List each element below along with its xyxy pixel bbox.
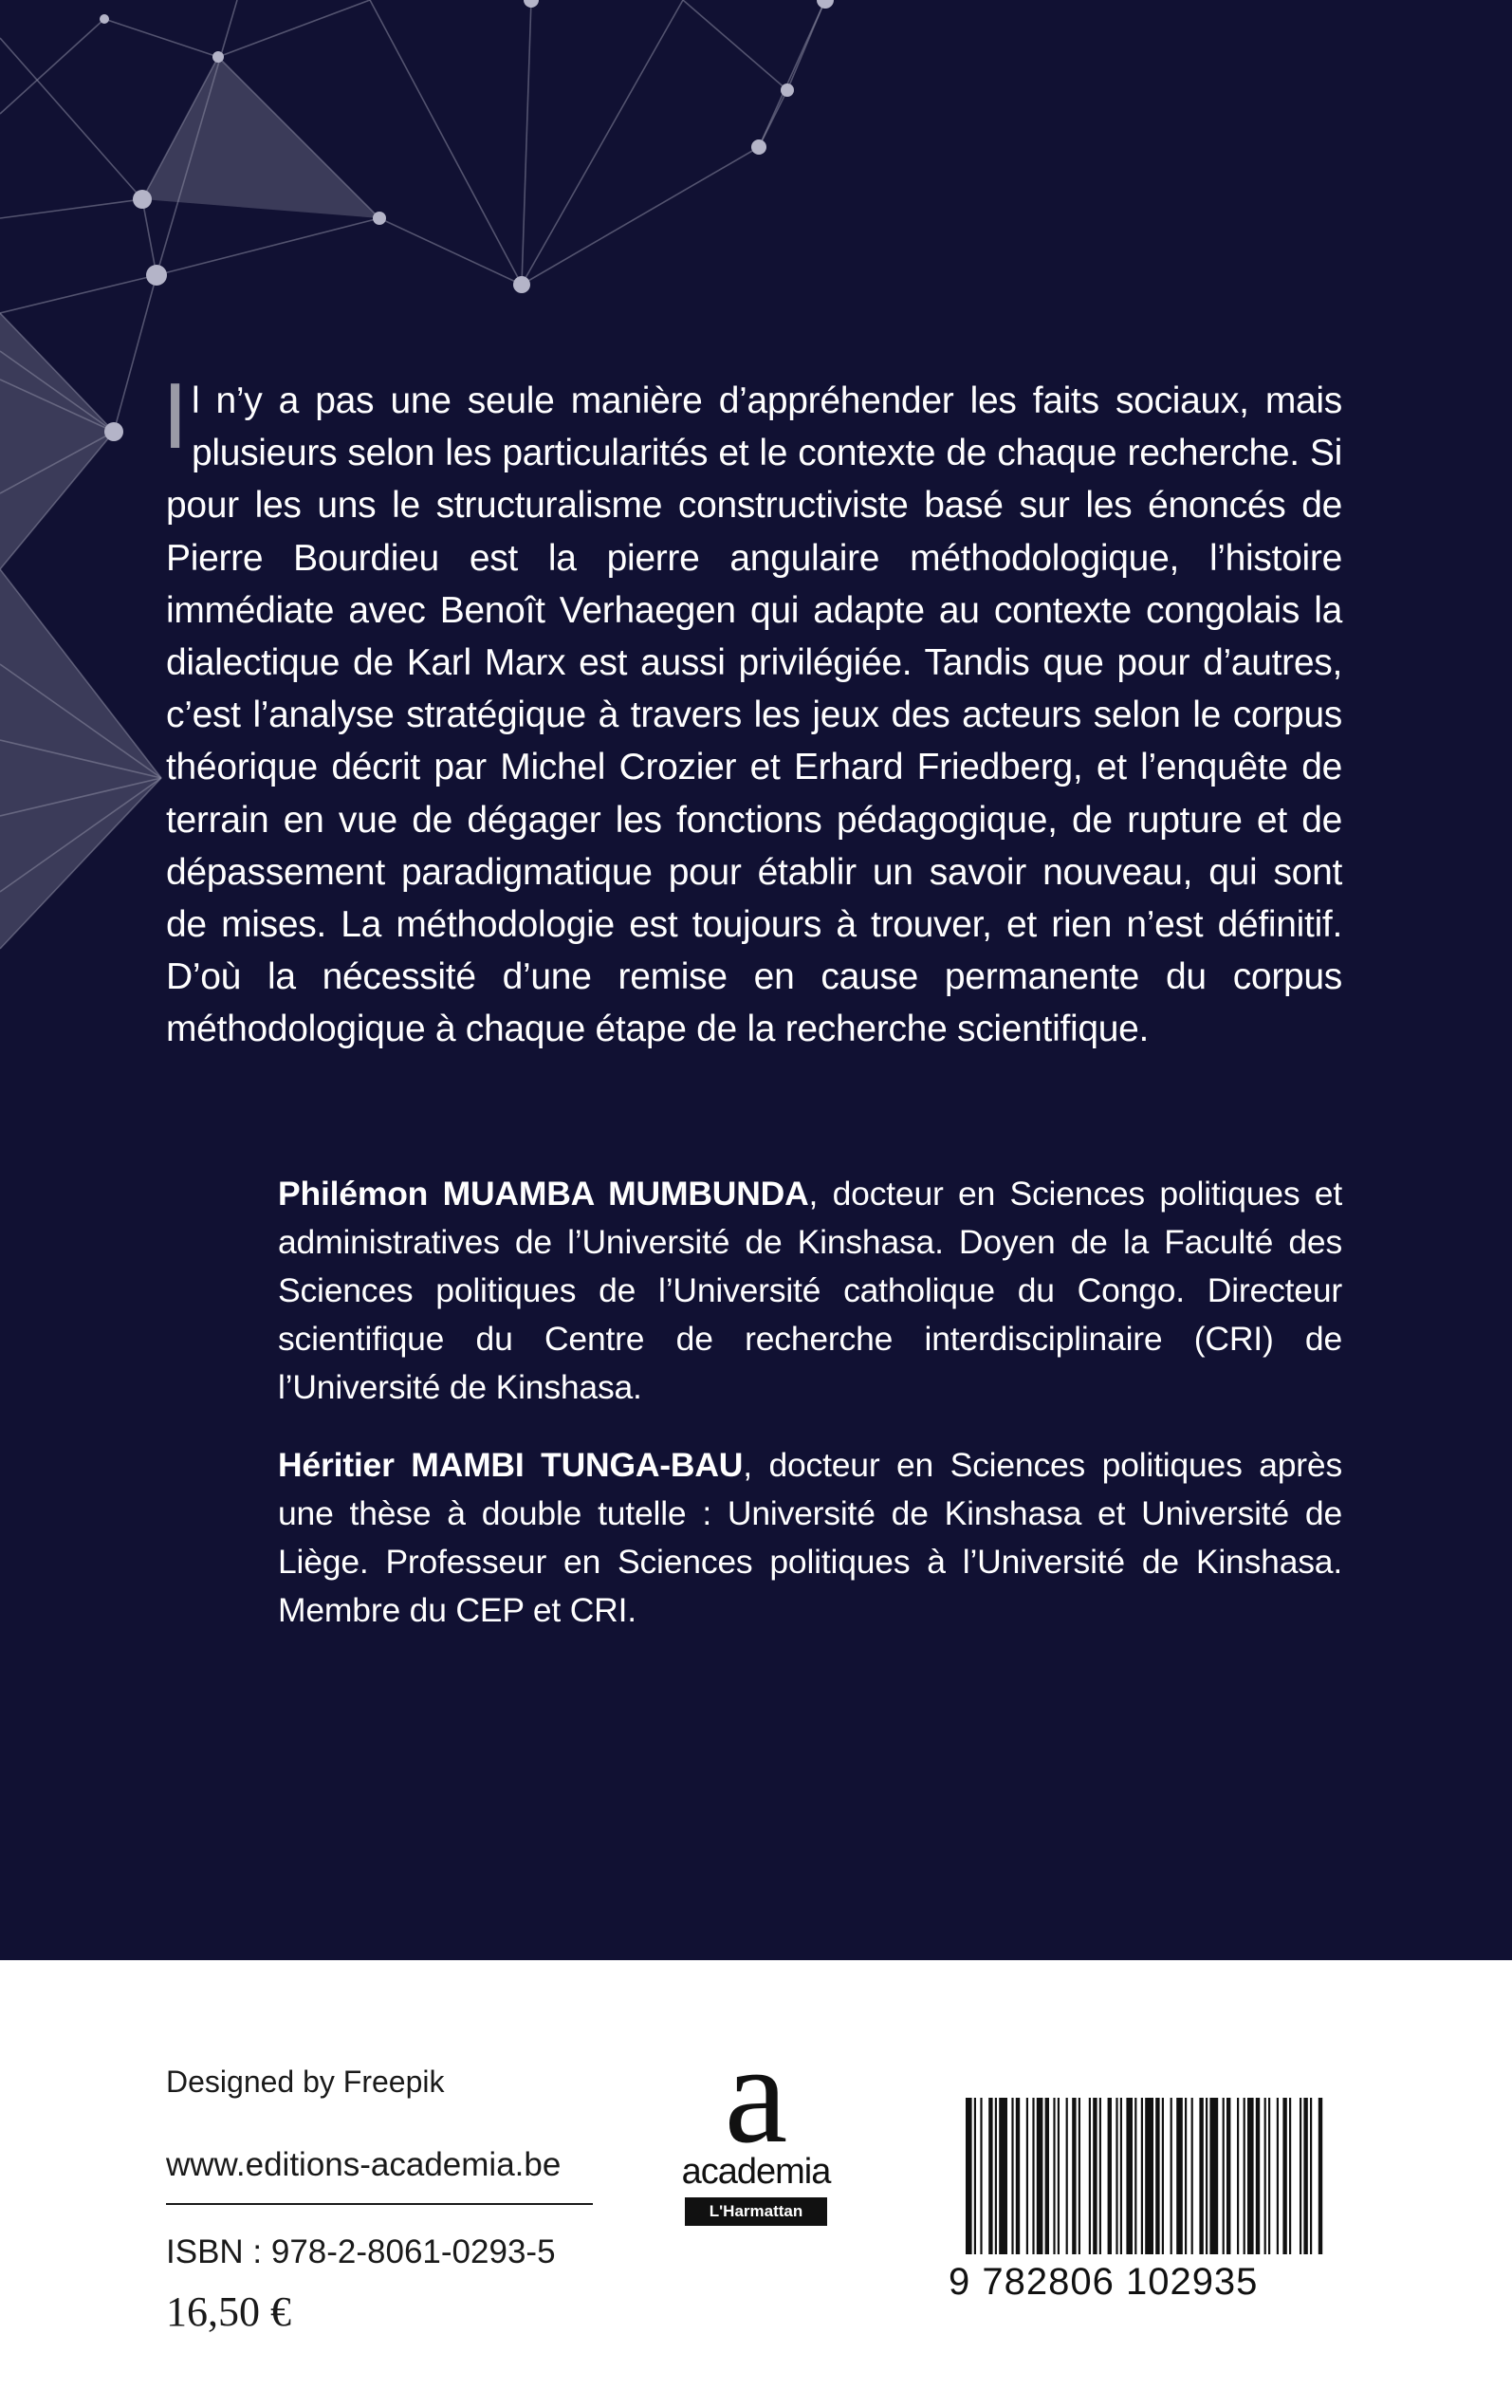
barcode-bar	[1176, 2098, 1183, 2254]
barcode-bar	[1303, 2098, 1307, 2254]
barcode-bar	[1134, 2098, 1136, 2254]
barcode-bar	[1247, 2098, 1254, 2254]
barcode-bar	[1256, 2098, 1260, 2254]
barcode-bar	[1141, 2098, 1143, 2254]
isbn: ISBN : 978-2-8061-0293-5	[166, 2233, 556, 2270]
barcode-bar	[1268, 2098, 1270, 2254]
barcode-bar	[1108, 2098, 1112, 2254]
price: 16,50 €	[166, 2288, 291, 2335]
barcode-bar	[1011, 2098, 1013, 2254]
barcode-bar	[1116, 2098, 1117, 2254]
barcode-bar	[1026, 2098, 1028, 2254]
barcode-bar	[988, 2098, 992, 2254]
barcode-bar	[1099, 2098, 1101, 2254]
barcode-bar	[1032, 2098, 1034, 2254]
barcode-bar	[966, 2098, 972, 2254]
barcode-bar	[1155, 2098, 1159, 2254]
barcode-bar	[1037, 2098, 1043, 2254]
barcode-bar	[1199, 2098, 1203, 2254]
author-bio-text-2: , docteur en Sciences politiques après une thèse à double tutelle : Université de Kinshasa et Université de Liège. Professeur en Sciences politiques à l’Université de Kinshasa. Membre du CEP et CRI.	[278, 1446, 1342, 1629]
author-bio-2	[278, 1441, 1342, 1635]
barcode-bar	[1264, 2098, 1266, 2254]
barcode-bar	[980, 2098, 982, 2254]
logo-letter: a	[724, 2015, 788, 2173]
logo-imprint: L'Harmattan	[685, 2197, 827, 2226]
barcode-bar	[1126, 2098, 1133, 2254]
divider	[166, 2203, 593, 2205]
logo-name: academia	[681, 2152, 831, 2192]
barcode-bar	[995, 2098, 997, 2254]
barcode-bar	[1226, 2098, 1230, 2254]
barcode-bar	[1223, 2098, 1225, 2254]
barcode-bar	[999, 2098, 1007, 2254]
barcode-bar	[1058, 2098, 1060, 2254]
cover-footer	[0, 1960, 1512, 2408]
barcode-bar	[974, 2098, 976, 2254]
blurb-text: l n’y a pas une seule manière d’appréhender les faits sociaux, mais plusieurs selon les particularités et le contexte de chaque recherche. Si pour les uns le structuralisme constructiviste basé sur les énoncés de Pierre Bourdieu est la pierre angulaire méthodologique, l’histoire immédiate avec Benoît Verhaegen qui adapte au contexte congolais la dialectique de Karl Marx est aussi privilégiée. Tandis que pour d’autres, c’est l’analyse stratégique à travers les jeux des acteurs selon le corpus théorique décrit par Michel Crozier et Erhard Friedberg, et l’enquête de terrain en vue de dégager les fonctions pédagogique, de rupture et de dépassement paradigmatique pour établir un savoir nouveau, qui sont de mises. La méthodologie est toujours à trouver, et rien n’est définitif. D’où la nécessité d’une remise en cause permanente du corpus méthodologique à chaque étape de la recherche scientifique.	[166, 380, 1342, 1050]
author-bio-text-1: , docteur en Sciences politiques et administratives de l’Université de Kinshasa. Doyen de la Faculté des Sciences politiques de l’Université catholique du Congo. Directeur scientifique du Centre de recherche interdisciplinaire (CRI) de l’Université de Kinshasa.	[278, 1175, 1342, 1406]
barcode-bar	[1120, 2098, 1122, 2254]
barcode-bar	[1282, 2098, 1286, 2254]
blurb-dropcap: I	[162, 363, 188, 468]
barcode-bar	[1206, 2098, 1208, 2254]
barcode-bar	[1300, 2098, 1301, 2254]
barcode-bar	[1185, 2098, 1187, 2254]
barcode-bar	[1318, 2098, 1322, 2254]
barcode-bar	[1072, 2098, 1076, 2254]
publisher-website: www.editions-academia.be	[166, 2146, 562, 2183]
design-credit: Designed by Freepik	[166, 2065, 445, 2099]
barcode-bar	[1244, 2098, 1245, 2254]
barcode-bar	[1145, 2098, 1153, 2254]
barcode-bar	[1277, 2098, 1279, 2254]
barcode-bar	[1237, 2098, 1239, 2254]
author-name-2: Héritier MAMBI TUNGA-BAU	[278, 1446, 744, 1484]
barcode-bar	[1171, 2098, 1172, 2254]
barcode-bar	[1209, 2098, 1218, 2254]
barcode-bar	[1053, 2098, 1055, 2254]
author-name-1: Philémon MUAMBA MUMBUNDA	[278, 1175, 809, 1213]
barcode-bar	[1289, 2098, 1291, 2254]
author-bio-1	[278, 1170, 1342, 1412]
barcode-bar	[1089, 2098, 1091, 2254]
barcode-bar	[1016, 2098, 1020, 2254]
publisher-logo	[681, 2015, 831, 2235]
back-cover-blurb	[162, 363, 1342, 1056]
barcode-digits: 9 782806 102935	[949, 2261, 1259, 2303]
barcode-bar	[1066, 2098, 1068, 2254]
barcode	[949, 2098, 1337, 2303]
barcode-bar	[1310, 2098, 1312, 2254]
barcode-bar	[1162, 2098, 1164, 2254]
barcode-bar	[1045, 2098, 1049, 2254]
barcode-bars	[949, 2098, 1337, 2259]
barcode-bar	[1079, 2098, 1080, 2254]
barcode-bar	[1191, 2098, 1193, 2254]
barcode-bar	[1093, 2098, 1097, 2254]
